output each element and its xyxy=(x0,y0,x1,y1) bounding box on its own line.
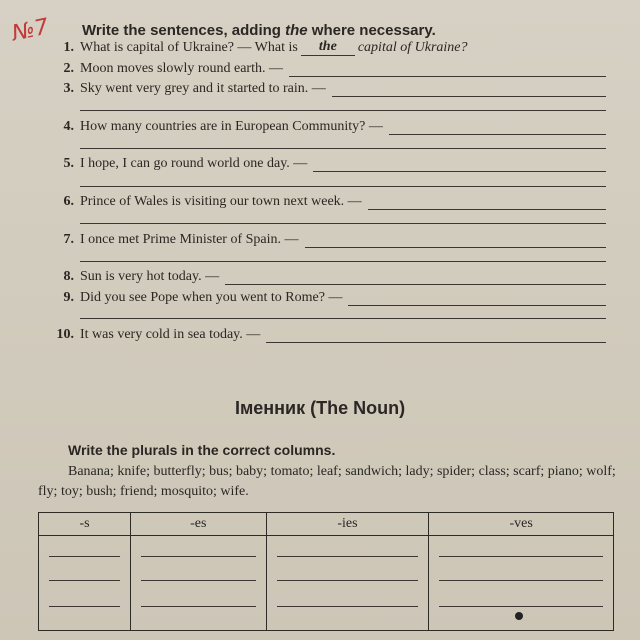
section-heading: Іменник (The Noun) xyxy=(234,398,406,418)
answer-line[interactable] xyxy=(141,606,256,607)
ink-dot xyxy=(515,612,523,620)
answer-line[interactable] xyxy=(277,580,419,581)
column-cell-s xyxy=(39,536,131,631)
exercise-item-9: 9. Did you see Pope when you went to Rome? — xyxy=(52,288,606,306)
column-header-s: -s xyxy=(39,513,131,536)
answer-blank[interactable] xyxy=(266,329,606,343)
column-cell-ies xyxy=(266,536,429,631)
plurals-task-title: Write the plurals in the correct columns. xyxy=(68,442,336,458)
answer-blank[interactable] xyxy=(389,121,606,135)
handwritten-exercise-number: №7 xyxy=(9,14,52,47)
answer-line[interactable] xyxy=(49,556,120,557)
plurals-table xyxy=(38,512,614,631)
exercise-item-6: 6. Prince of Wales is visiting our town next week. — xyxy=(52,192,606,210)
answer-line[interactable] xyxy=(141,556,256,557)
example-sentence: What is capital of Ukraine? — What is xyxy=(80,40,298,55)
exercise-item-10: 10. It was very cold in sea today. — xyxy=(52,325,606,343)
answer-line[interactable] xyxy=(80,223,606,224)
answer-line[interactable] xyxy=(277,556,419,557)
answer-line[interactable] xyxy=(80,318,606,319)
exercise-item-8: 8. Sun is very hot today. — xyxy=(52,267,606,285)
exercise-item-2: 2. Moon moves slowly round earth. — xyxy=(52,59,606,77)
answer-line[interactable] xyxy=(49,580,120,581)
column-header-ies: -ies xyxy=(266,513,429,536)
answer-line[interactable] xyxy=(80,110,606,111)
exercise-item-5: 5. I hope, I can go round world one day. — xyxy=(52,154,606,172)
answer-line[interactable] xyxy=(277,606,419,607)
answer-blank[interactable] xyxy=(289,63,606,77)
answer-blank[interactable] xyxy=(368,196,606,210)
answer-line[interactable] xyxy=(80,148,606,149)
answer-blank[interactable] xyxy=(348,292,606,306)
exercise-item-1: 1. What is capital of Ukraine? — What is the capital of Ukraine? xyxy=(63,39,468,55)
exercise-item-3: 3. Sky went very grey and it started to rain. — xyxy=(52,79,606,97)
example-answer: the xyxy=(301,39,355,56)
exercise-item-7: 7. I once met Prime Minister of Spain. — xyxy=(52,230,606,248)
answer-blank[interactable] xyxy=(305,234,606,248)
word-list: Banana; knife; butterfly; bus; baby; tomato; leaf; sandwich; lady; spider; class; scarf; piano; wolf; fly; toy; bush; friend; mosquito; wife. xyxy=(38,464,616,499)
answer-line[interactable] xyxy=(439,556,603,557)
answer-blank[interactable] xyxy=(225,271,606,285)
answer-line[interactable] xyxy=(80,186,606,187)
column-header-ves: -ves xyxy=(429,513,614,536)
exercise-title: Write the sentences, adding the where necessary. xyxy=(82,22,436,39)
answer-line[interactable] xyxy=(439,606,603,607)
answer-line[interactable] xyxy=(49,606,120,607)
answer-line[interactable] xyxy=(439,580,603,581)
answer-blank[interactable] xyxy=(313,158,606,172)
answer-blank[interactable] xyxy=(332,83,606,97)
exercise-item-4: 4. How many countries are in European Community? — xyxy=(52,117,606,135)
column-cell-es xyxy=(131,536,267,631)
column-header-es: -es xyxy=(131,513,267,536)
answer-line[interactable] xyxy=(141,580,256,581)
answer-line[interactable] xyxy=(80,261,606,262)
